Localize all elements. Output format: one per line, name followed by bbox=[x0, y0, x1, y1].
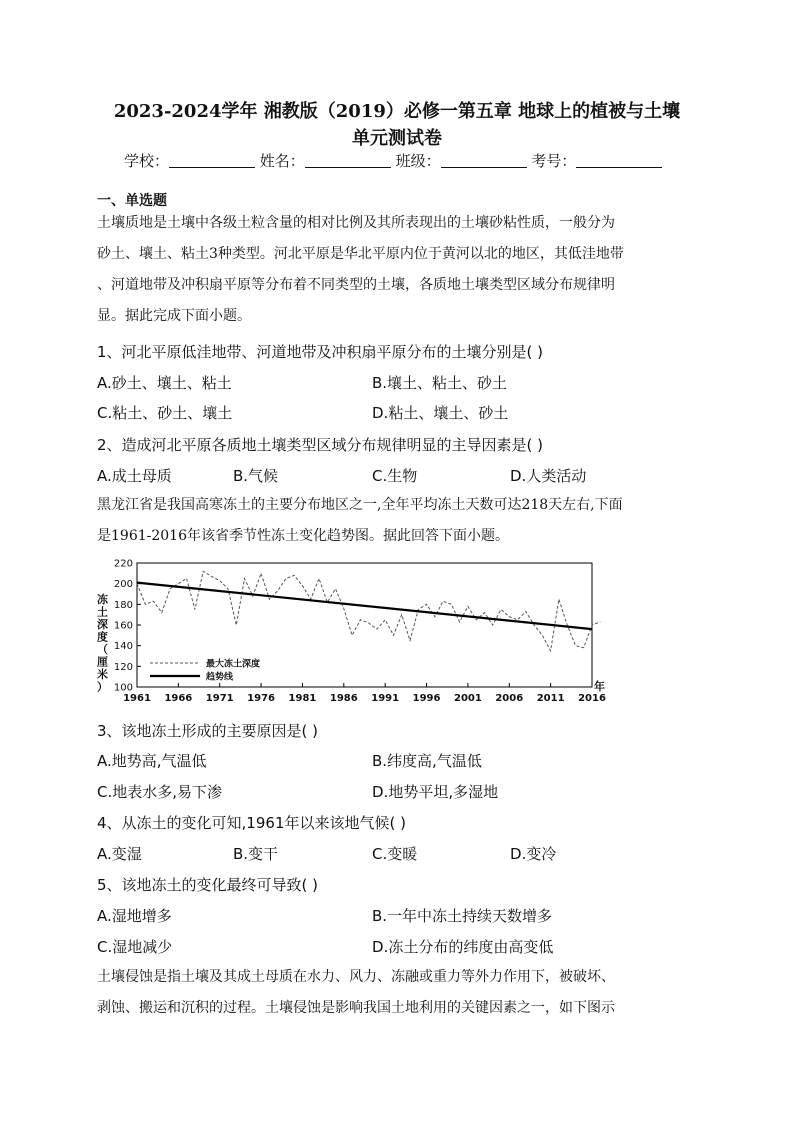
school-blank[interactable] bbox=[169, 153, 255, 168]
y-tick-label: 120 bbox=[113, 661, 133, 673]
legend-label-max-depth: 最大冻土深度 bbox=[206, 659, 261, 670]
passage-line: 、河道地带及冲积扇平原等分布着不同类型的土壤，各质地土壤类型区域分布规律明 bbox=[97, 277, 615, 293]
question-5: 5、该地冻土的变化最终可导致( ) bbox=[97, 876, 319, 894]
x-tick-label: 1961 bbox=[123, 693, 151, 704]
q3-option-a[interactable]: A.地势高,气温低 bbox=[97, 752, 207, 770]
passage-2 bbox=[97, 490, 697, 552]
passage-1 bbox=[97, 208, 697, 332]
trend-series-line bbox=[137, 583, 592, 630]
question-3: 3、该地冻土形成的主要原因是( ) bbox=[97, 722, 319, 740]
x-axis-unit: 年 bbox=[594, 680, 605, 693]
exam-number-blank[interactable] bbox=[576, 153, 662, 168]
q3-option-c[interactable]: C.地表水多,易下渗 bbox=[97, 783, 223, 801]
question-2: 2、造成河北平原各质地土壤类型区域分布规律明显的主导因素是( ) bbox=[97, 436, 544, 454]
student-info-line bbox=[124, 150, 662, 171]
y-tick-label: 140 bbox=[113, 641, 133, 653]
passage-line: 显。据此完成下面小题。 bbox=[97, 308, 251, 324]
x-tick-label: 2006 bbox=[495, 693, 524, 704]
x-tick-label: 1966 bbox=[164, 693, 193, 704]
passage-line: 是1961-2016年该省季节性冻土变化趋势图。据此回答下面小题。 bbox=[97, 528, 509, 544]
q1-option-d[interactable]: D.粘土、壤土、砂土 bbox=[372, 404, 509, 422]
passage-3 bbox=[97, 962, 697, 1024]
max-depth-series-line bbox=[137, 571, 600, 651]
document-subtitle: 单元测试卷 bbox=[352, 128, 442, 149]
class-blank[interactable] bbox=[441, 153, 527, 168]
q4-option-b[interactable]: B.变干 bbox=[233, 845, 279, 863]
x-tick-label: 1996 bbox=[412, 693, 441, 704]
x-tick-label: 1976 bbox=[247, 693, 276, 704]
q5-option-d[interactable]: D.冻土分布的纬度由高变低 bbox=[372, 938, 554, 956]
exam-number-label: 考号： bbox=[531, 152, 577, 170]
passage-line: 黑龙江省是我国高寒冻土的主要分布地区之一,全年平均冻土天数可达218天左右,下面 bbox=[97, 497, 623, 513]
q3-option-b[interactable]: B.纬度高,气温低 bbox=[372, 752, 482, 770]
name-label: 姓名： bbox=[259, 152, 305, 170]
q5-option-a[interactable]: A.湿地增多 bbox=[97, 907, 172, 925]
q5-option-b[interactable]: B.一年中冻土持续天数增多 bbox=[372, 907, 553, 925]
name-blank[interactable] bbox=[305, 153, 391, 168]
section-heading: 一、单选题 bbox=[97, 193, 167, 209]
q1-option-b[interactable]: B.壤土、粘土、砂土 bbox=[372, 374, 508, 392]
x-tick-label: 1971 bbox=[205, 693, 234, 704]
q3-option-d[interactable]: D.地势平坦,多湿地 bbox=[372, 783, 499, 801]
q5-option-c[interactable]: C.湿地减少 bbox=[97, 938, 173, 956]
q4-option-a[interactable]: A.变湿 bbox=[97, 845, 142, 863]
q2-option-c[interactable]: C.生物 bbox=[372, 467, 418, 485]
y-tick-label: 220 bbox=[113, 558, 133, 570]
frozen-soil-chart bbox=[92, 553, 612, 708]
y-tick-label: 160 bbox=[113, 620, 133, 632]
x-tick-label: 1986 bbox=[329, 693, 358, 704]
document-title: 2023-2024学年 湘教版（2019）必修一第五章 地球上的植被与土壤 bbox=[113, 101, 681, 122]
question-4: 4、从冻土的变化可知,1961年以来该地气候( ) bbox=[97, 814, 406, 832]
q2-option-b[interactable]: B.气候 bbox=[233, 467, 279, 485]
class-label: 班级： bbox=[395, 152, 441, 170]
q4-option-c[interactable]: C.变暖 bbox=[372, 845, 418, 863]
x-tick-label: 2016 bbox=[578, 693, 606, 704]
q4-option-d[interactable]: D.变冷 bbox=[510, 845, 557, 863]
legend-label-trend: 趋势线 bbox=[206, 672, 234, 683]
passage-line: 土壤质地是土壤中各级土粒含量的相对比例及其所表现出的土壤砂粘性质，一般分为 bbox=[97, 215, 615, 231]
y-tick-label: 100 bbox=[113, 682, 133, 694]
passage-line: 剥蚀、搬运和沉积的过程。土壤侵蚀是影响我国土地利用的关键因素之一，如下图示 bbox=[97, 1000, 615, 1016]
x-tick-label: 1991 bbox=[371, 693, 400, 704]
y-tick-label: 200 bbox=[113, 579, 133, 591]
x-tick-label: 1981 bbox=[288, 693, 317, 704]
q1-option-a[interactable]: A.砂土、壤土、粘土 bbox=[97, 374, 232, 392]
passage-line: 土壤侵蚀是指土壤及其成土母质在水力、风力、冻融或重力等外力作用下，被破坏、 bbox=[97, 969, 615, 985]
x-tick-label: 2011 bbox=[536, 693, 565, 704]
y-tick-label: 180 bbox=[113, 599, 133, 611]
x-tick-label: 2001 bbox=[453, 693, 482, 704]
y-axis-label: 冻土深度（厘米） bbox=[97, 593, 108, 694]
q2-option-a[interactable]: A.成土母质 bbox=[97, 467, 172, 485]
question-1: 1、河北平原低洼地带、河道地带及冲积扇平原分布的土壤分别是( ) bbox=[97, 343, 544, 361]
school-label: 学校： bbox=[124, 152, 170, 170]
q2-option-d[interactable]: D.人类活动 bbox=[510, 467, 587, 485]
q1-option-c[interactable]: C.粘土、砂土、壤土 bbox=[97, 404, 233, 422]
passage-line: 砂土、壤土、粘土3种类型。河北平原是华北平原内位于黄河以北的地区，其低洼地带 bbox=[97, 246, 624, 262]
